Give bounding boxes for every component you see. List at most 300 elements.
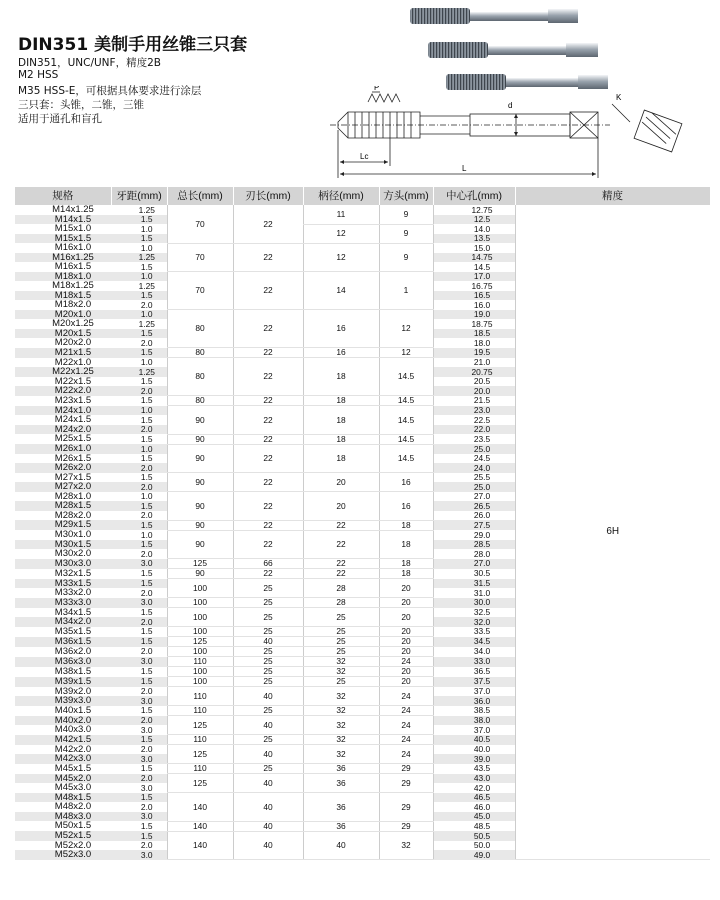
shank-cell: 25 <box>303 677 379 687</box>
spec-cell: M23x1.5 <box>15 396 111 406</box>
pitch-cell: 1.5 <box>111 831 167 841</box>
pitch-cell: 2.0 <box>111 338 167 348</box>
length-cell: 90 <box>167 569 233 579</box>
shank-cell: 32 <box>303 716 379 735</box>
center-hole-cell: 31.5 <box>433 579 515 589</box>
shank-cell: 20 <box>303 473 379 492</box>
shank-cell: 12 <box>303 224 379 243</box>
spec-cell: M22x2.0 <box>15 386 111 396</box>
length-cell: 110 <box>167 657 233 667</box>
center-hole-cell: 26.0 <box>433 511 515 521</box>
length-cell: 125 <box>167 774 233 793</box>
cut-length-cell: 25 <box>233 608 303 627</box>
center-hole-cell: 36.5 <box>433 667 515 677</box>
square-cell: 20 <box>379 627 433 637</box>
spec-line-1: DIN351，UNC/UNF，精度2B <box>18 57 161 69</box>
length-cell: 80 <box>167 310 233 348</box>
spec-cell: M39x3.0 <box>15 696 111 706</box>
center-hole-cell: 37.5 <box>433 677 515 687</box>
pitch-cell: 2.0 <box>111 841 167 851</box>
spec-cell: M52x1.5 <box>15 831 111 841</box>
precision-cell: 6H <box>515 205 710 860</box>
spec-cell: M28x2.0 <box>15 511 111 521</box>
spec-cell: M32x1.5 <box>15 569 111 579</box>
spec-cell: M40x2.0 <box>15 716 111 726</box>
shank-cell: 18 <box>303 406 379 435</box>
cut-length-cell: 22 <box>233 348 303 358</box>
spec-cell: M42x1.5 <box>15 735 111 745</box>
shank-cell: 32 <box>303 657 379 667</box>
length-cell: 90 <box>167 444 233 473</box>
center-hole-cell: 27.5 <box>433 520 515 530</box>
square-cell: 18 <box>379 569 433 579</box>
cut-length-cell: 22 <box>233 434 303 444</box>
square-cell: 20 <box>379 667 433 677</box>
length-cell: 80 <box>167 396 233 406</box>
square-cell: 14.5 <box>379 406 433 435</box>
shank-cell: 28 <box>303 579 379 598</box>
center-hole-cell: 16.0 <box>433 300 515 310</box>
spec-cell: M34x2.0 <box>15 617 111 627</box>
length-cell: 110 <box>167 687 233 706</box>
cut-length-cell: 22 <box>233 272 303 310</box>
spec-cell: M27x2.0 <box>15 482 111 492</box>
pitch-cell: 1.5 <box>111 677 167 687</box>
spec-cell: M45x2.0 <box>15 774 111 784</box>
square-cell: 20 <box>379 598 433 608</box>
shank-cell: 18 <box>303 396 379 406</box>
spec-cell: M40x1.5 <box>15 706 111 716</box>
shank-cell: 22 <box>303 520 379 530</box>
center-hole-cell: 21.5 <box>433 396 515 406</box>
center-hole-cell: 34.5 <box>433 637 515 647</box>
pitch-cell: 1.5 <box>111 735 167 745</box>
length-cell: 110 <box>167 706 233 716</box>
length-cell: 125 <box>167 559 233 569</box>
spec-cell: M25x1.5 <box>15 434 111 444</box>
pitch-cell: 1.5 <box>111 793 167 803</box>
length-cell: 125 <box>167 745 233 764</box>
pitch-cell: 1.5 <box>111 454 167 464</box>
center-hole-cell: 19.5 <box>433 348 515 358</box>
center-hole-cell: 23.0 <box>433 406 515 416</box>
pitch-cell: 1.0 <box>111 243 167 253</box>
cut-length-cell: 22 <box>233 396 303 406</box>
center-hole-cell: 24.5 <box>433 454 515 464</box>
shank-cell: 32 <box>303 745 379 764</box>
center-hole-cell: 34.0 <box>433 647 515 657</box>
square-cell: 20 <box>379 677 433 687</box>
cut-length-cell: 40 <box>233 716 303 735</box>
cut-length-cell: 25 <box>233 677 303 687</box>
pitch-cell: 1.5 <box>111 291 167 301</box>
pitch-cell: 1.5 <box>111 415 167 425</box>
center-hole-cell: 18.5 <box>433 329 515 339</box>
pitch-cell: 2.0 <box>111 300 167 310</box>
pitch-cell: 1.5 <box>111 569 167 579</box>
spec-cell: M29x1.5 <box>15 520 111 530</box>
spec-cell: M42x2.0 <box>15 745 111 755</box>
center-hole-cell: 23.5 <box>433 434 515 444</box>
square-cell: 18 <box>379 530 433 559</box>
spec-cell: M28x1.0 <box>15 492 111 502</box>
length-cell: 140 <box>167 821 233 831</box>
pitch-cell: 3.0 <box>111 754 167 764</box>
pitch-cell: 1.5 <box>111 579 167 589</box>
pitch-cell: 2.0 <box>111 617 167 627</box>
cut-length-cell: 25 <box>233 627 303 637</box>
shank-cell: 16 <box>303 310 379 348</box>
center-hole-cell: 45.0 <box>433 812 515 822</box>
label-p: P <box>374 86 380 92</box>
label-k: K <box>616 93 622 102</box>
spec-cell: M36x1.5 <box>15 637 111 647</box>
label-l: L <box>462 164 467 173</box>
col-pitch: 牙距(mm) <box>111 187 167 205</box>
square-cell: 9 <box>379 224 433 243</box>
spec-line-5: 适用于通孔和盲孔 <box>18 113 102 125</box>
cut-length-cell: 25 <box>233 598 303 608</box>
center-hole-cell: 16.75 <box>433 281 515 291</box>
spec-line-3: M35 HSS-E，可根据具体要求进行涂层 <box>18 85 202 97</box>
pitch-cell: 3.0 <box>111 783 167 793</box>
length-cell: 100 <box>167 598 233 608</box>
length-cell: 125 <box>167 716 233 735</box>
length-cell: 110 <box>167 735 233 745</box>
shank-cell: 32 <box>303 687 379 706</box>
shank-cell: 32 <box>303 667 379 677</box>
center-hole-cell: 48.5 <box>433 821 515 831</box>
square-cell: 29 <box>379 821 433 831</box>
center-hole-cell: 28.5 <box>433 540 515 550</box>
square-cell: 16 <box>379 473 433 492</box>
spec-cell: M24x2.0 <box>15 425 111 435</box>
length-cell: 100 <box>167 647 233 657</box>
center-hole-cell: 37.0 <box>433 687 515 697</box>
center-hole-cell: 40.5 <box>433 735 515 745</box>
cut-length-cell: 25 <box>233 764 303 774</box>
square-cell: 24 <box>379 657 433 667</box>
pitch-cell: 2.0 <box>111 425 167 435</box>
shank-cell: 12 <box>303 243 379 272</box>
cut-length-cell: 22 <box>233 473 303 492</box>
pitch-cell: 1.5 <box>111 627 167 637</box>
pitch-cell: 1.0 <box>111 310 167 320</box>
spec-cell: M40x3.0 <box>15 725 111 735</box>
cut-length-cell: 40 <box>233 821 303 831</box>
shank-cell: 18 <box>303 444 379 473</box>
center-hole-cell: 37.0 <box>433 725 515 735</box>
col-spec: 规格 <box>15 187 111 205</box>
length-cell: 140 <box>167 793 233 822</box>
shank-cell: 32 <box>303 706 379 716</box>
table-row <box>15 205 710 215</box>
square-cell: 20 <box>379 579 433 598</box>
center-hole-cell: 20.0 <box>433 386 515 396</box>
cut-length-cell: 40 <box>233 793 303 822</box>
pitch-cell: 3.0 <box>111 559 167 569</box>
pitch-cell: 1.5 <box>111 667 167 677</box>
pitch-cell: 1.5 <box>111 501 167 511</box>
shank-cell: 22 <box>303 569 379 579</box>
cut-length-cell: 40 <box>233 745 303 764</box>
pitch-cell: 2.0 <box>111 687 167 697</box>
col-precision: 精度 <box>515 187 710 205</box>
center-hole-cell: 22.0 <box>433 425 515 435</box>
pitch-cell: 1.0 <box>111 406 167 416</box>
pitch-cell: 1.5 <box>111 329 167 339</box>
square-cell: 24 <box>379 687 433 706</box>
spec-cell: M30x2.0 <box>15 549 111 559</box>
cut-length-cell: 25 <box>233 735 303 745</box>
square-cell: 14.5 <box>379 396 433 406</box>
center-hole-cell: 46.5 <box>433 793 515 803</box>
center-hole-cell: 22.5 <box>433 415 515 425</box>
pitch-cell: 1.5 <box>111 215 167 225</box>
center-hole-cell: 20.75 <box>433 367 515 377</box>
center-hole-cell: 33.0 <box>433 657 515 667</box>
length-cell: 90 <box>167 406 233 435</box>
center-hole-cell: 31.0 <box>433 588 515 598</box>
pitch-cell: 1.5 <box>111 396 167 406</box>
center-hole-cell: 18.0 <box>433 338 515 348</box>
label-d: d <box>508 101 513 110</box>
pitch-cell: 2.0 <box>111 463 167 473</box>
length-cell: 80 <box>167 348 233 358</box>
pitch-cell: 1.5 <box>111 262 167 272</box>
cut-length-cell: 40 <box>233 831 303 860</box>
spec-cell: M36x2.0 <box>15 647 111 657</box>
pitch-cell: 1.25 <box>111 319 167 329</box>
center-hole-cell: 24.0 <box>433 463 515 473</box>
pitch-cell: 3.0 <box>111 725 167 735</box>
spec-cell: M14x1.5 <box>15 215 111 225</box>
center-hole-cell: 28.0 <box>433 549 515 559</box>
center-hole-cell: 50.5 <box>433 831 515 841</box>
cut-length-cell: 25 <box>233 647 303 657</box>
table-header-row <box>15 187 710 205</box>
shank-cell: 16 <box>303 348 379 358</box>
square-cell: 20 <box>379 637 433 647</box>
center-hole-cell: 27.0 <box>433 492 515 502</box>
square-cell: 24 <box>379 735 433 745</box>
length-cell: 90 <box>167 434 233 444</box>
spec-cell: M34x1.5 <box>15 608 111 618</box>
length-cell: 90 <box>167 530 233 559</box>
spec-cell: M39x1.5 <box>15 677 111 687</box>
square-cell: 16 <box>379 492 433 521</box>
center-hole-cell: 12.5 <box>433 215 515 225</box>
pitch-cell: 2.0 <box>111 511 167 521</box>
center-hole-cell: 30.0 <box>433 598 515 608</box>
center-hole-cell: 16.5 <box>433 291 515 301</box>
square-cell: 12 <box>379 310 433 348</box>
spec-cell: M26x1.5 <box>15 454 111 464</box>
center-hole-cell: 21.0 <box>433 358 515 368</box>
spec-line-4: 三只套：头锥，二锥，三锥 <box>18 99 144 111</box>
length-cell: 100 <box>167 627 233 637</box>
center-hole-cell: 32.0 <box>433 617 515 627</box>
pitch-cell: 1.5 <box>111 377 167 387</box>
square-cell: 29 <box>379 764 433 774</box>
square-cell: 24 <box>379 716 433 735</box>
spec-cell: M22x1.0 <box>15 358 111 368</box>
spec-cell: M33x1.5 <box>15 579 111 589</box>
center-hole-cell: 32.5 <box>433 608 515 618</box>
square-cell: 18 <box>379 559 433 569</box>
tap-1 <box>410 8 578 24</box>
length-cell: 125 <box>167 637 233 647</box>
pitch-cell: 1.5 <box>111 520 167 530</box>
square-cell: 20 <box>379 647 433 657</box>
pitch-cell: 3.0 <box>111 598 167 608</box>
shank-cell: 36 <box>303 793 379 822</box>
shank-cell: 14 <box>303 272 379 310</box>
cut-length-cell: 22 <box>233 444 303 473</box>
shank-cell: 40 <box>303 831 379 860</box>
cut-length-cell: 40 <box>233 774 303 793</box>
center-hole-cell: 43.0 <box>433 774 515 784</box>
spec-cell: M38x1.5 <box>15 667 111 677</box>
shank-cell: 22 <box>303 530 379 559</box>
cut-length-cell: 22 <box>233 205 303 243</box>
length-cell: 90 <box>167 520 233 530</box>
spec-cell: M22x1.5 <box>15 377 111 387</box>
spec-cell: M48x3.0 <box>15 812 111 822</box>
spec-cell: M45x1.5 <box>15 764 111 774</box>
cut-length-cell: 40 <box>233 637 303 647</box>
pitch-cell: 1.5 <box>111 764 167 774</box>
shank-cell: 20 <box>303 492 379 521</box>
center-hole-cell: 25.5 <box>433 473 515 483</box>
spec-cell: M18x1.25 <box>15 281 111 291</box>
header-title: DIN351 美制手用丝锥三只套 <box>18 35 248 55</box>
spec-cell: M20x1.25 <box>15 319 111 329</box>
shank-cell: 25 <box>303 647 379 657</box>
pitch-cell: 1.5 <box>111 608 167 618</box>
square-cell: 24 <box>379 706 433 716</box>
center-hole-cell: 33.5 <box>433 627 515 637</box>
center-hole-cell: 15.0 <box>433 243 515 253</box>
cut-length-cell: 25 <box>233 667 303 677</box>
pitch-cell: 1.25 <box>111 253 167 263</box>
spec-cell: M16x1.0 <box>15 243 111 253</box>
spec-cell: M20x2.0 <box>15 338 111 348</box>
shank-cell: 25 <box>303 608 379 627</box>
center-hole-cell: 26.5 <box>433 501 515 511</box>
square-cell: 20 <box>379 608 433 627</box>
spec-cell: M30x3.0 <box>15 559 111 569</box>
spec-cell: M42x3.0 <box>15 754 111 764</box>
spec-cell: M24x1.0 <box>15 406 111 416</box>
shank-cell: 25 <box>303 637 379 647</box>
center-hole-cell: 42.0 <box>433 783 515 793</box>
shank-cell: 36 <box>303 774 379 793</box>
cut-length-cell: 40 <box>233 687 303 706</box>
spec-cell: M36x3.0 <box>15 657 111 667</box>
square-cell: 14.5 <box>379 444 433 473</box>
cut-length-cell: 66 <box>233 559 303 569</box>
cut-length-cell: 22 <box>233 358 303 396</box>
center-hole-cell: 36.0 <box>433 696 515 706</box>
spec-cell: M24x1.5 <box>15 415 111 425</box>
length-cell: 80 <box>167 358 233 396</box>
shank-cell: 18 <box>303 358 379 396</box>
center-hole-cell: 29.0 <box>433 530 515 540</box>
spec-cell: M20x1.5 <box>15 329 111 339</box>
square-cell: 32 <box>379 831 433 860</box>
square-cell: 24 <box>379 745 433 764</box>
spec-cell: M45x3.0 <box>15 783 111 793</box>
center-hole-cell: 30.5 <box>433 569 515 579</box>
spec-cell: M18x1.0 <box>15 272 111 282</box>
tap-2 <box>428 42 598 58</box>
pitch-cell: 1.25 <box>111 281 167 291</box>
spec-cell: M33x2.0 <box>15 588 111 598</box>
pitch-cell: 3.0 <box>111 696 167 706</box>
spec-cell: M16x1.25 <box>15 253 111 263</box>
pitch-cell: 2.0 <box>111 549 167 559</box>
pitch-cell: 1.25 <box>111 205 167 215</box>
shank-cell: 18 <box>303 434 379 444</box>
center-hole-cell: 14.0 <box>433 224 515 234</box>
spec-cell: M50x1.5 <box>15 821 111 831</box>
spec-cell: M35x1.5 <box>15 627 111 637</box>
square-cell: 9 <box>379 243 433 272</box>
center-hole-cell: 40.0 <box>433 745 515 755</box>
pitch-cell: 1.5 <box>111 234 167 244</box>
spec-cell: M28x1.5 <box>15 501 111 511</box>
col-center-hole: 中心孔(mm) <box>433 187 515 205</box>
pitch-cell: 2.0 <box>111 802 167 812</box>
cut-length-cell: 25 <box>233 657 303 667</box>
center-hole-cell: 25.0 <box>433 482 515 492</box>
center-hole-cell: 14.5 <box>433 262 515 272</box>
pitch-cell: 2.0 <box>111 386 167 396</box>
spec-cell: M48x1.5 <box>15 793 111 803</box>
pitch-cell: 1.5 <box>111 637 167 647</box>
center-hole-cell: 17.0 <box>433 272 515 282</box>
square-cell: 9 <box>379 205 433 224</box>
length-cell: 100 <box>167 579 233 598</box>
pitch-cell: 1.0 <box>111 224 167 234</box>
pitch-cell: 1.5 <box>111 706 167 716</box>
length-cell: 110 <box>167 764 233 774</box>
center-hole-cell: 46.0 <box>433 802 515 812</box>
spec-cell: M30x1.0 <box>15 530 111 540</box>
pitch-cell: 1.0 <box>111 272 167 282</box>
spec-line-2: M2 HSS <box>18 69 59 81</box>
spec-cell: M26x1.0 <box>15 444 111 454</box>
pitch-cell: 1.5 <box>111 348 167 358</box>
center-hole-cell: 13.5 <box>433 234 515 244</box>
spec-cell: M48x2.0 <box>15 802 111 812</box>
pitch-cell: 1.25 <box>111 367 167 377</box>
center-hole-cell: 38.5 <box>433 706 515 716</box>
cut-length-cell: 22 <box>233 243 303 272</box>
center-hole-cell: 25.0 <box>433 444 515 454</box>
pitch-cell: 1.5 <box>111 540 167 550</box>
shank-cell: 36 <box>303 821 379 831</box>
cut-length-cell: 22 <box>233 520 303 530</box>
pitch-cell: 1.0 <box>111 492 167 502</box>
col-shank: 柄径(mm) <box>303 187 379 205</box>
spec-cell: M16x1.5 <box>15 262 111 272</box>
spec-cell: M26x2.0 <box>15 463 111 473</box>
length-cell: 100 <box>167 677 233 687</box>
pitch-cell: 2.0 <box>111 647 167 657</box>
square-cell: 18 <box>379 520 433 530</box>
